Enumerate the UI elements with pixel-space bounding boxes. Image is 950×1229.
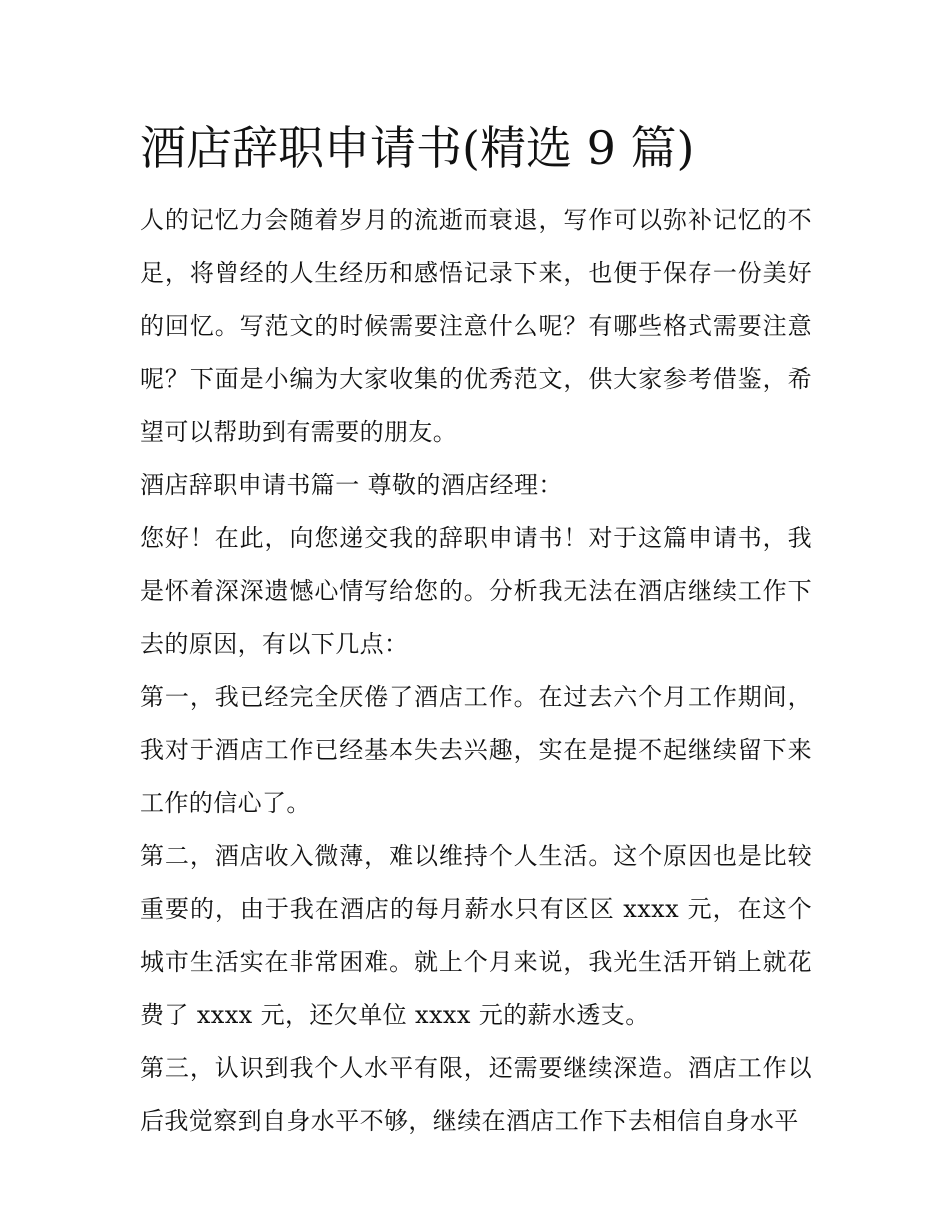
reason-three-paragraph: 第三，认识到我个人水平有限，还需要继续深造。酒店工作以后我觉察到自身水平不够，继续在酒店工作下去相信自身水平: [140, 1054, 812, 1135]
greeting-paragraph: 您好！在此，向您递交我的辞职申请书！对于这篇申请书，我是怀着深深遗憾心情写给您的。分析我无法在酒店继续工作下去的原因，有以下几点：: [140, 524, 812, 658]
reason-two-paragraph: 第二，酒店收入微薄，难以维持个人生活。这个原因也是比较重要的，由于我在酒店的每月薪水只有区区 xxxx 元，在这个城市生活实在非常困难。就上个月来说，我光生活开销上就花费了 xxxx 元，还欠单位 xxxx 元的薪水透支。: [140, 842, 812, 1029]
intro-paragraph: 人的记忆力会随着岁月的流逝而衰退，写作可以弥补记忆的不足，将曾经的人生经历和感悟记录下来，也便于保存一份美好的回忆。写范文的时候需要注意什么呢？有哪些格式需要注意呢？下面是小编为大家收集的优秀范文，供大家参考借鉴，希望可以帮助到有需要的朋友。: [140, 206, 812, 446]
document-title: 酒店辞职申请书(精选 9 篇): [140, 121, 695, 175]
document-body: [140, 194, 812, 1148]
reason-one-paragraph: 第一，我已经完全厌倦了酒店工作。在过去六个月工作期间，我对于酒店工作已经基本失去兴趣，实在是提不起继续留下来工作的信心了。: [140, 683, 812, 817]
letter-heading: 酒店辞职申请书篇一 尊敬的酒店经理：: [140, 471, 563, 499]
